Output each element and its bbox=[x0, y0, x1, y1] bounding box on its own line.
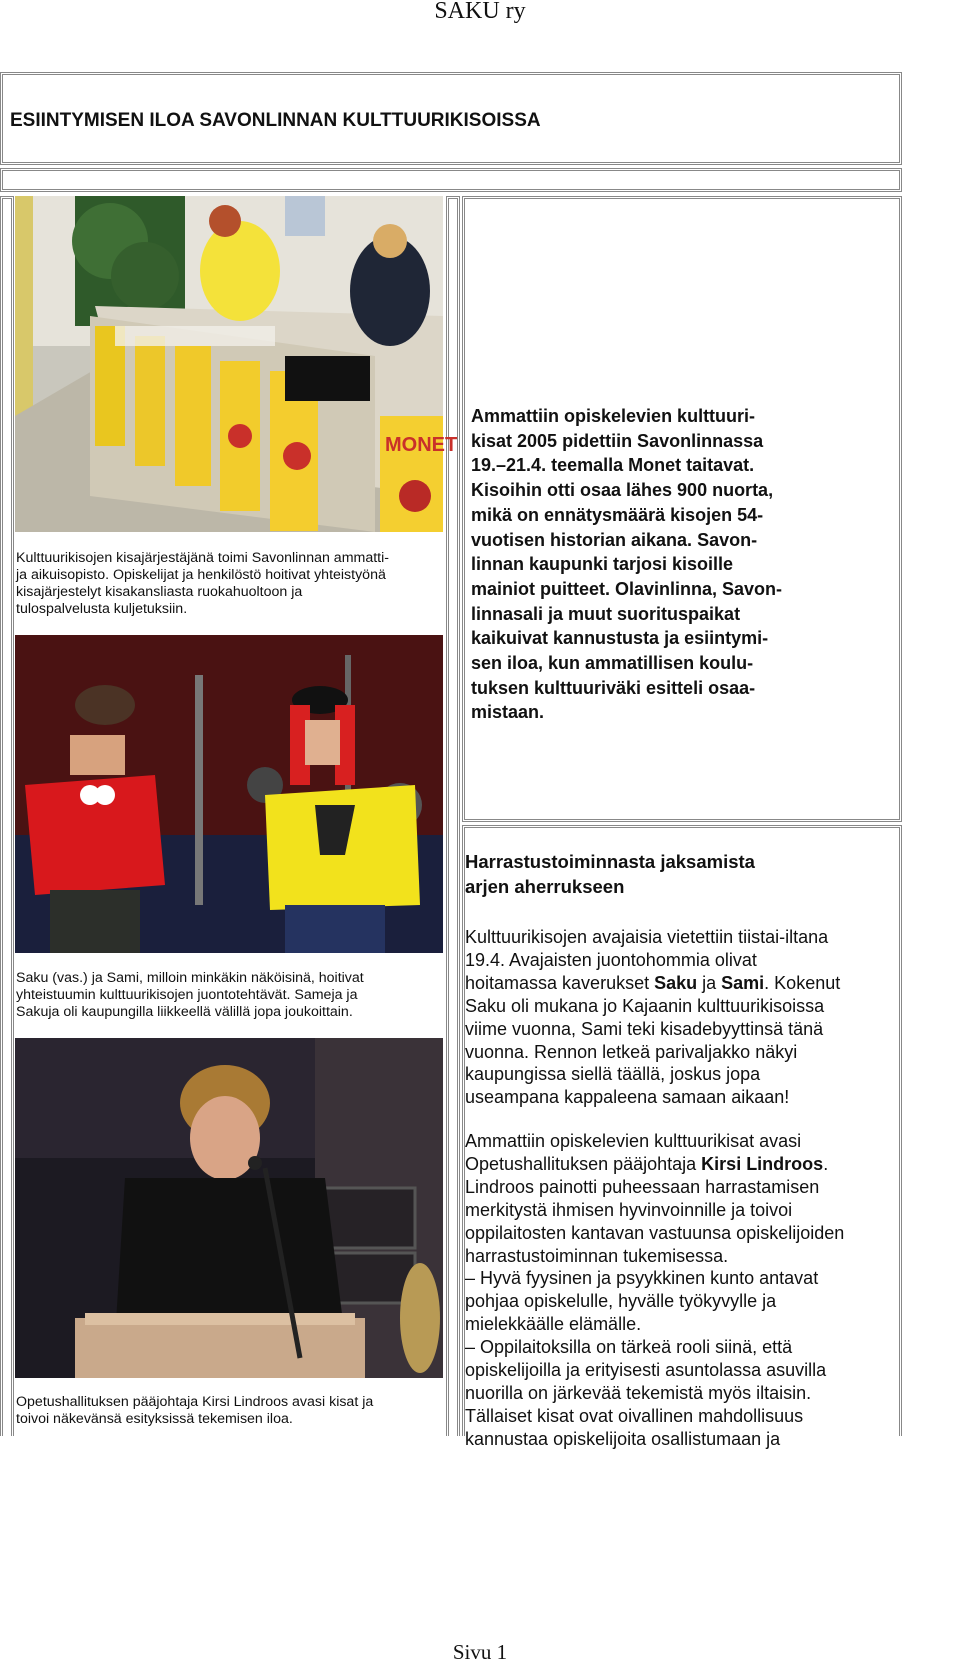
person-name: Kirsi Lindroos bbox=[701, 1153, 824, 1174]
photo2-caption bbox=[16, 970, 446, 1021]
body-line: kaupungissa siellä täällä, joskus jopa bbox=[465, 1064, 761, 1085]
article-title: ESIINTYMISEN ILOA SAVONLINNAN KULTTUURIKISOISSA bbox=[10, 110, 541, 131]
photo1-caption bbox=[16, 550, 446, 618]
org-name: SAKU ry bbox=[434, 0, 526, 24]
body-line: – Oppilaitoksilla on tärkeä rooli siinä, että bbox=[465, 1337, 793, 1358]
left-column-frame bbox=[0, 196, 14, 1436]
caption-line: Kulttuurikisojen kisajärjestäjänä toimi Savonlinnan ammatti- bbox=[16, 550, 389, 566]
body-line: 19.4. Avajaisten juontohommia olivat bbox=[465, 949, 757, 970]
caption-line: ja aikuisopisto. Opiskelijat ja henkilöstö hoitivat yhteistyönä bbox=[16, 567, 386, 583]
body-line: vuonna. Rennon letkeä parivaljakko näkyi bbox=[465, 1041, 798, 1062]
lead-line: mainiot puitteet. Olavinlinna, Savon- bbox=[471, 578, 783, 599]
body-text: ja bbox=[697, 972, 722, 993]
lead-line: Kisoihin otti osaa lähes 900 nuorta, bbox=[471, 480, 774, 501]
body-line: viime vuonna, Sami teki kisadebyyttinsä tänä bbox=[465, 1018, 824, 1039]
lead-line: sen iloa, kun ammatillisen koulu- bbox=[471, 653, 754, 674]
lead-line: kisat 2005 pidettiin Savonlinnassa bbox=[471, 430, 764, 451]
spacer-box bbox=[0, 168, 902, 192]
lead-paragraph bbox=[471, 404, 896, 725]
heading-line: arjen aherrukseen bbox=[465, 876, 625, 897]
body-line: Tällaiset kisat ovat oivallinen mahdollisuus bbox=[465, 1405, 804, 1426]
body-line bbox=[465, 1153, 895, 1176]
poster-text: MONET bbox=[385, 434, 458, 456]
body-line: Ammattiin opiskelevien kulttuurikisat avasi bbox=[465, 1131, 802, 1151]
body-line: Lindroos painotti puheessaan harrastamisen bbox=[465, 1176, 820, 1197]
caption-line: tulospalvelusta kuljetuksiin. bbox=[16, 601, 188, 617]
body-line: kannustaa opiskelijoita osallistumaan ja bbox=[465, 1428, 781, 1449]
lead-line: mistaan. bbox=[471, 702, 545, 723]
body-line: mielekkäälle elämälle. bbox=[465, 1314, 642, 1335]
section2-heading bbox=[465, 849, 895, 899]
body-line: opiskelijoilla ja erityisesti asuntolassa asuvilla bbox=[465, 1360, 827, 1381]
person-name: Sami bbox=[721, 972, 765, 993]
lead-line: kaikuivat kannustusta ja esiintymi- bbox=[471, 628, 769, 649]
lead-line: linnan kaupunki tarjosi kisoille bbox=[471, 554, 734, 575]
body-text: . bbox=[823, 1153, 829, 1174]
body-line: oppilaitosten kantavan vastuunsa opiskelijoiden bbox=[465, 1222, 845, 1243]
photo-registration-desk bbox=[15, 196, 458, 532]
caption-line: Opetushallituksen pääjohtaja Kirsi Lindroos avasi kisat ja bbox=[16, 1394, 374, 1410]
body-line: Kulttuurikisojen avajaisia vietettiin tiistai-iltana bbox=[465, 927, 829, 947]
body-line: useampana kappaleena samaan aikaan! bbox=[465, 1087, 790, 1108]
lead-line: linnasali ja muut suorituspaikat bbox=[471, 603, 741, 624]
body-text: . Kokenut bbox=[764, 972, 841, 993]
body-text: hoitamassa kaverukset bbox=[465, 972, 655, 993]
lead-line: mikä on ennätysmäärä kisojen 54- bbox=[471, 504, 764, 525]
person-name: Saku bbox=[654, 972, 698, 993]
section2-para1 bbox=[465, 926, 895, 1109]
lead-line: 19.–21.4. teemalla Monet taitavat. bbox=[471, 455, 755, 476]
body-line: harrastustoiminnan tukemisessa. bbox=[465, 1245, 729, 1266]
body-line: merkitystä ihmisen hyvinvoinnille ja toivoi bbox=[465, 1199, 793, 1220]
heading-line: Harrastustoiminnasta jaksamista bbox=[465, 851, 755, 872]
body-text: Opetushallituksen pääjohtaja bbox=[465, 1153, 702, 1174]
caption-line: Sakuja oli kaupungilla liikkeellä välillä jopa joukoittain. bbox=[16, 1004, 353, 1020]
caption-line: Saku (vas.) ja Sami, milloin minkäkin näköisinä, hoitivat bbox=[16, 970, 364, 986]
body-line: – Hyvä fyysinen ja psyykkinen kunto antavat bbox=[465, 1268, 819, 1289]
page-number: Sivu 1 bbox=[452, 1640, 508, 1664]
body-line: Saku oli mukana jo Kajaanin kulttuurikisoissa bbox=[465, 995, 825, 1016]
middle-gutter-frame bbox=[446, 196, 460, 1436]
photo3-caption bbox=[16, 1394, 446, 1428]
photo-speaker-at-podium bbox=[15, 1038, 443, 1378]
body-line bbox=[465, 972, 895, 995]
caption-line: kisajärjestelyt kisakansliasta ruokahuoltoon ja bbox=[16, 584, 303, 600]
caption-line: yhteistuumin kulttuurikisojen juontotehtävät. Sameja ja bbox=[16, 987, 358, 1003]
photo-hosts-on-stage bbox=[15, 635, 443, 953]
body-line: pohjaa opiskelulle, hyvälle työkyvylle ja bbox=[465, 1291, 777, 1312]
lead-line: Ammattiin opiskelevien kulttuuri- bbox=[471, 406, 756, 426]
section2-para2 bbox=[465, 1130, 895, 1451]
caption-line: toivoi näkevänsä esityksissä tekemisen iloa. bbox=[16, 1411, 293, 1427]
body-line: nuorilla on järkevää tekemistä myös iltaisin. bbox=[465, 1382, 812, 1403]
lead-line: tuksen kulttuuriväki esitteli osaa- bbox=[471, 677, 756, 698]
lead-line: vuotisen historian aikana. Savon- bbox=[471, 529, 758, 550]
